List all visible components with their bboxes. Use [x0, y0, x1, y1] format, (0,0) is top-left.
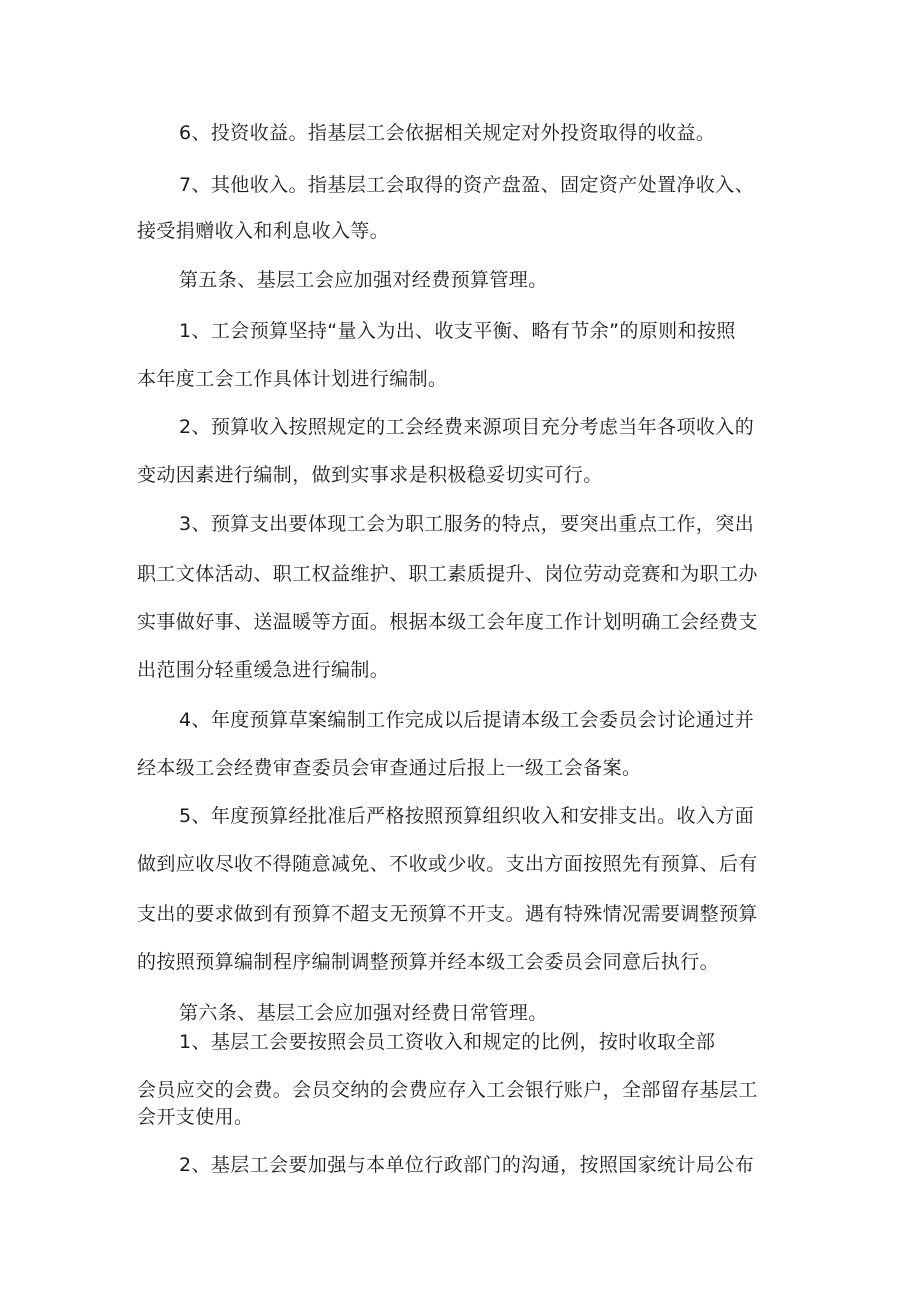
paragraph-line: 2、基层工会要加强与本单位行政部门的沟通，按照国家统计局公布 [179, 1154, 755, 1176]
paragraph-line: 6、投资收益。指基层工会依据相关规定对外投资取得的收益。 [179, 122, 716, 144]
paragraph-line: 经本级工会经费审查委员会审查通过后报上一级工会备案。 [137, 757, 642, 779]
paragraph-line: 会开支使用。 [137, 1106, 254, 1128]
paragraph-line: 2、预算收入按照规定的工会经费来源项目充分考虑当年各项收入的 [179, 416, 755, 438]
paragraph-line: 1、工会预算坚持“量入为出、收支平衡、略有节余”的原则和按照 [179, 320, 736, 342]
paragraph-line: 支出的要求做到有预算不超支无预算不开支。遇有特殊情况需要调整预算 [137, 903, 758, 925]
paragraph-line: 本年度工会工作具体计划进行编制。 [137, 368, 448, 390]
paragraph-line: 5、年度预算经批准后严格按照预算组织收入和安排支出。收入方面 [179, 805, 755, 827]
paragraph-line: 变动因素进行编制，做到实事求是积极稳妥切实可行。 [137, 464, 603, 486]
paragraph-line: 4、年度预算草案编制工作完成以后提请本级工会委员会讨论通过并 [179, 709, 755, 731]
paragraph-line: 7、其他收入。指基层工会取得的资产盘盈、固定资产处置净收入、 [179, 174, 755, 196]
paragraph-line: 接受捐赠收入和利息收入等。 [137, 220, 390, 242]
section-heading: 第六条、基层工会应加强对经费日常管理。 [179, 1002, 548, 1024]
paragraph-line: 实事做好事、送温暖等方面。根据本级工会年度工作计划明确工会经费支 [137, 611, 758, 633]
section-heading: 第五条、基层工会应加强对经费预算管理。 [179, 269, 548, 291]
paragraph-line: 职工文体活动、职工权益维护、职工素质提升、岗位劳动竞赛和为职工办 [137, 563, 758, 585]
paragraph-line: 做到应收尽收不得随意减免、不收或少收。支出方面按照先有预算、后有 [137, 853, 758, 875]
paragraph-line: 会员应交的会费。会员交纳的会费应存入工会银行账户，全部留存基层工 [137, 1079, 758, 1101]
paragraph-line: 出范围分轻重缓急进行编制。 [137, 659, 390, 681]
paragraph-line: 3、预算支出要体现工会为职工服务的特点，要突出重点工作，突出 [179, 513, 755, 535]
paragraph-line: 1、基层工会要按照会员工资收入和规定的比例，按时收取全部 [179, 1031, 716, 1053]
paragraph-line: 的按照预算编制程序编制调整预算并经本级工会委员会同意后执行。 [137, 951, 720, 973]
